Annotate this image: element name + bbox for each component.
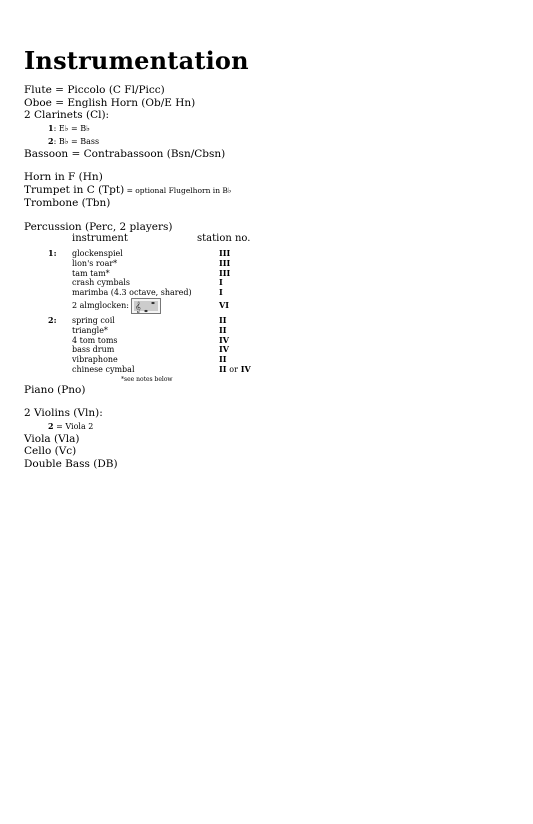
instrument-name: triangle*: [72, 325, 108, 335]
instrument-name: lion's roar*: [72, 258, 118, 268]
table-row: [24, 298, 514, 312]
station-number: IV: [219, 344, 229, 355]
percussion-heading: Percussion (Perc, 2 players): [24, 220, 173, 233]
player-1-label: 1:: [48, 248, 57, 258]
station-number: III: [219, 248, 231, 258]
horn-line: Horn in F (Hn): [24, 171, 103, 183]
instrument-name: marimba (4.3 octave, shared): [72, 288, 192, 298]
station-number: II: [219, 324, 227, 335]
page-title: Instrumentation: [24, 46, 249, 75]
instrument-name: spring coil: [72, 315, 115, 325]
trombone-line: Trombone (Tbn): [24, 197, 111, 209]
violin-2-number: 2: [48, 420, 54, 431]
station-number: III: [219, 267, 231, 278]
station-number: II or IV: [219, 363, 251, 374]
instrument-name: glockenspiel: [72, 249, 123, 258]
table-row: [24, 278, 514, 288]
station-number: VI: [219, 299, 229, 310]
clarinet-1-text: : E♭ = B♭: [53, 123, 90, 133]
clarinets-line: 2 Clarinets (Cl):: [24, 109, 110, 121]
clarinet-1-number: 1: [48, 122, 54, 133]
instrument-name: tam tam*: [72, 268, 110, 278]
table-row: [24, 259, 514, 269]
instrument-name: 4 tom toms: [72, 335, 118, 345]
table-row: [24, 355, 514, 365]
cello-line: Cello (Vc): [24, 445, 77, 458]
column-station: station no.: [197, 233, 251, 244]
instrumentation-page: [24, 46, 514, 470]
percussion-table-header: [24, 233, 514, 246]
table-row: [24, 326, 514, 336]
violin-2-line: [24, 420, 514, 433]
trumpet-label: Trumpet in C (Tpt): [24, 183, 125, 196]
piano-line: Piano (Pno): [24, 383, 86, 396]
station-number: II: [219, 354, 227, 365]
table-row: [24, 249, 514, 259]
oboe-line: Oboe = English Horn (Ob/E Hn): [24, 96, 196, 109]
table-row: [24, 345, 514, 355]
station-number: I: [219, 287, 223, 298]
station-number: IV: [219, 334, 229, 345]
instrument-name: bass drum: [72, 345, 115, 355]
flute-line: Flute = Piccolo (C Fl/Picc): [24, 84, 165, 96]
viola-line: Viola (Vla): [24, 432, 80, 445]
station-number: I: [219, 277, 223, 288]
column-instrument: instrument: [72, 233, 128, 244]
instrument-name: crash cymbals: [72, 278, 131, 288]
double-bass-line: Double Bass (DB): [24, 457, 118, 470]
station-number: II: [219, 314, 227, 325]
bassoon-line: Bassoon = Contrabassoon (Bsn/Cbsn): [24, 147, 226, 160]
svg-text:𝄞: 𝄞: [134, 301, 141, 313]
violins-line: 2 Violins (Vln):: [24, 407, 103, 420]
clarinet-2-text: : B♭ = Bass: [53, 136, 100, 146]
trumpet-note: = optional Flugelhorn in B♭: [124, 185, 232, 195]
table-row: [24, 316, 514, 326]
violin-2-text: = Viola 2: [53, 421, 94, 431]
music-staff-icon: [131, 298, 161, 314]
table-row: [24, 269, 514, 279]
table-row: [24, 336, 514, 346]
instrument-name: 2 almglocken: 𝄞: [72, 298, 161, 314]
instrument-name: vibraphone: [72, 355, 118, 365]
table-row: [24, 288, 514, 298]
clarinet-1-line: [24, 122, 514, 135]
instrument-name: chinese cymbal: [72, 364, 135, 374]
percussion-footnote: *see notes below: [121, 375, 173, 383]
player-2-label: 2:: [48, 314, 57, 325]
station-number: III: [219, 257, 231, 268]
table-row: [24, 365, 514, 375]
clarinet-2-number: 2: [48, 135, 54, 146]
trumpet-line: [24, 184, 514, 198]
clarinet-2-line: [24, 135, 514, 148]
